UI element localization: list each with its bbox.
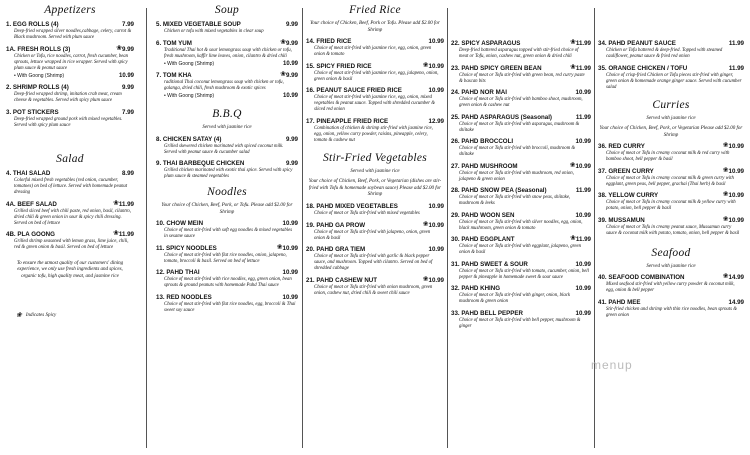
menu-item-header xyxy=(156,160,298,168)
menu-item xyxy=(6,46,134,80)
menu-item-description: Choice of meat or Tofu stir-fried with asparagus, mushroom & shiitake xyxy=(459,121,580,133)
menu-item-price: 14.99 xyxy=(728,274,744,282)
menu-item-description: Choice of meat or Tofu stir-fried with bell pepper, mushroom & ginger xyxy=(459,317,581,329)
menu-item-price: 9.99 xyxy=(285,21,298,28)
menu-item-name: 29. PAHD WOON SEN xyxy=(451,211,515,219)
menu-item xyxy=(598,40,744,60)
menu-item-description: Grilled skewered chicken marinated with spiced coconut milk. Served with peanut sauce & cucumber salad xyxy=(164,143,284,155)
menu-item-header xyxy=(306,246,444,254)
menu-item xyxy=(451,310,591,330)
menu-item-name: 9. THAI BARBEQUE CHICKEN xyxy=(156,160,245,168)
menu-item xyxy=(451,65,591,85)
menu-item-price: 10.99 xyxy=(575,138,591,145)
leaf-icon: ❀ xyxy=(280,71,286,78)
menu-item xyxy=(306,246,444,272)
menu-item-name: 13. RED NOODLES xyxy=(156,293,212,301)
menu-item-description: Choice of meat or Tofu stir-fried with jalapeno, onion, green onion & basil xyxy=(314,229,431,241)
menu-item xyxy=(306,87,444,113)
menu-item-name: 40. SEAFOOD COMBINATION xyxy=(598,274,685,282)
menu-item-name: 17. PINEAPPLE FRIED RICE xyxy=(306,117,389,125)
menu-item-price: 7.99 xyxy=(121,108,134,116)
menu-item xyxy=(156,40,298,68)
menu-item-price: 10.99 xyxy=(282,293,298,301)
menu-item-name: 8. CHICKEN SATAY (4) xyxy=(156,135,222,143)
menu-item xyxy=(451,40,591,60)
menu-item-description: Grilled chicken marinated with exotic thai spice. Served with spicy plum sauce & steamed vegetables xyxy=(164,168,293,180)
salad-list xyxy=(6,170,134,251)
menu-item-name: 18. PAHD MIXED VEGETABLES xyxy=(306,203,398,211)
menu-item-price: 11.99 xyxy=(575,113,591,121)
menu-item-description: Choice of meat or Tofu stir-fried with eggplant, jalapeno, green onion & basil xyxy=(459,244,581,255)
menu-item xyxy=(156,21,298,35)
appetizers-list xyxy=(6,21,134,129)
seafood-list xyxy=(598,274,744,319)
menu-item-price: 10.99 xyxy=(575,260,591,268)
menu-item-description: Choice of meat stir-fried with flat rice noodles, onion, jalapeno, tomato, broccoli & basil. Served on bed of lettuce xyxy=(164,252,287,264)
menu-item-price: 10.99 xyxy=(428,276,444,284)
menu-item-name: 4A. BEEF SALAD xyxy=(6,200,57,208)
menu-item-header xyxy=(156,40,298,48)
menu-item-name: 28. PAHD SNOW PEA (Seasonal) xyxy=(451,187,547,194)
menu-item-header xyxy=(451,310,591,318)
menu-item-price: 8.99 xyxy=(121,170,134,177)
spicy-legend xyxy=(14,312,134,318)
menu-item-price: 9.99 xyxy=(121,84,134,91)
menu-item xyxy=(6,84,134,104)
menu-item-name: 25. PAHD ASPARAGUS (Seasonal) xyxy=(451,113,552,121)
menu-item-name: 34. PAHD PEANUT SAUCE xyxy=(598,40,676,47)
menu-item-price: 9.99 xyxy=(285,135,298,143)
seafood-note: Served with jasmine rice xyxy=(646,263,696,269)
menu-item-price: 11.99 xyxy=(118,200,134,208)
menu-item-name: 24. PAHD NOR MAI xyxy=(451,89,507,96)
bbq-note: Served with jasmine rice xyxy=(202,125,252,130)
fried-rice-list xyxy=(306,38,444,144)
leaf-icon: ❀ xyxy=(569,161,576,169)
menu-item-header xyxy=(306,203,444,211)
menu-item-price: 10.99 xyxy=(575,309,591,317)
menu-item-header xyxy=(451,89,591,97)
menu-item xyxy=(156,294,298,314)
menu-item-name: 4. THAI SALAD xyxy=(6,170,51,177)
menu-item-description: Deep-fried wrapped ground pork with mixed vegetables. Served with spicy plum sauce xyxy=(14,116,123,128)
leaf-icon: ❀ xyxy=(422,275,429,283)
menu-item-description: Grilled shrimp seasoned with lemon grass, lime juice, chili, red & green onion & basil. Served on bed of lettuce xyxy=(14,239,129,250)
menu-item-extra xyxy=(156,92,298,100)
menu-item-name: 6. TOM YUM xyxy=(156,39,192,47)
menu-item xyxy=(598,192,744,212)
menu-item-description: Choice of meat or Tofu stir-fried with silver noodles, egg, onion, black mushroom, green onion & tomato xyxy=(459,219,583,231)
stir-fried-note-1: Served with jasmine rice xyxy=(350,168,400,174)
menu-item-header xyxy=(451,236,591,244)
column-divider xyxy=(594,8,595,448)
noodles-list xyxy=(156,220,298,314)
menu-item-name: 19. PAHD GA PROW xyxy=(306,221,366,229)
menu-item xyxy=(6,170,134,196)
leaf-icon: ❀ xyxy=(722,142,729,150)
menu-item-name: 21. PAHD CASHEW NUT xyxy=(306,276,378,284)
leaf-icon: ❀ xyxy=(569,63,576,71)
menu-item-price: 10.99 xyxy=(575,211,591,219)
leaf-icon: ❀ xyxy=(722,273,729,281)
menu-item-header xyxy=(451,65,591,73)
menu-item-description: Choice of meat stir-fried with rice noodles, egg, green onion, bean sprouts & ground peanuts with homemade Pahd Thai sauce xyxy=(164,277,292,289)
leaf-icon: ❀ xyxy=(276,243,283,251)
menu-item-header xyxy=(306,118,444,126)
menu-item-price: 10.99 xyxy=(282,269,298,277)
menu-item-header xyxy=(598,65,744,73)
menu-item-description: Choice of meat or Tofu stir-fried with green bean, red curry paste & bascan bits xyxy=(459,72,585,84)
menu-column-3 xyxy=(306,0,444,455)
menu-column-4 xyxy=(451,0,591,455)
menu-item-description: Traditional Thai hot & sour lemongrass soup with chicken or tofu, fresh mushroom, kaffir lime leaves, onion, cilantro & dried chili xyxy=(164,47,292,59)
menu-item-header xyxy=(451,261,591,269)
menu-item-extra-price: 10.99 xyxy=(118,72,134,79)
menu-item-name: 5. MIXED VEGETABLE SOUP xyxy=(156,21,241,28)
menu-item-description: Choice of meat or Tofu stir-fried with snow peas, shiitake, mushroom & leeks xyxy=(459,195,571,206)
menu-item-name: 15. SPICY FRIED RICE xyxy=(306,62,372,70)
menu-item xyxy=(156,160,298,180)
menu-item xyxy=(598,143,744,163)
fried-rice-note: Your choice of Chicken, Beef, Pork or Tofu. Please add $2.00 for Shrimp xyxy=(310,21,440,33)
menu-item-price: 11.99 xyxy=(728,64,744,72)
menu-item-name: 2. SHRIMP ROLLS (4) xyxy=(6,84,69,91)
menu-item-name: 37. GREEN CURRY xyxy=(598,167,654,175)
menu-item xyxy=(6,231,134,251)
menu-item xyxy=(6,109,134,129)
menu-item xyxy=(306,63,444,83)
menu-item-header xyxy=(156,294,298,302)
menu-item-name: 26. PAHD BROCCOLI xyxy=(451,138,514,145)
leaf-icon: ❀ xyxy=(112,199,119,207)
menu-item-price: 10.99 xyxy=(728,216,744,224)
menu-item-header xyxy=(6,109,134,117)
menu-item-price: 10.99 xyxy=(728,143,744,151)
menu-item-name: 22. SPICY ASPARAGUS xyxy=(451,40,521,47)
leaf-icon: ❀ xyxy=(722,191,729,199)
menu-item xyxy=(156,220,298,240)
spicy-legend-label: Indicates Spicy xyxy=(25,312,57,318)
menu-item-header xyxy=(306,87,444,95)
menu-item-header xyxy=(451,40,591,48)
menu-item-description: Choice of meat or Tofu in creamy coconut milk & red curry with bamboo shoot, bell pepper & basil xyxy=(606,151,730,163)
menu-item-price: 10.99 xyxy=(728,192,744,200)
quality-note: To ensure the utmost quality of our customers' dining experience, we only use fresh ingredients and spices, organic tofu, high quality meat, and jasmine rice xyxy=(16,261,124,279)
menu-item-price: 11.99 xyxy=(575,64,591,72)
menu-item-header xyxy=(6,46,134,54)
menu-item-price: 11.99 xyxy=(575,236,591,243)
menu-item-price: 9.99 xyxy=(285,160,298,168)
section-heading-curries: Curries xyxy=(652,98,690,111)
menu-item-extra-price: 10.99 xyxy=(282,60,298,67)
menu-item-price: 11.99 xyxy=(728,40,744,47)
menu-item-extra-label: • With Goong (Shrimp) xyxy=(164,93,215,99)
menu-item-description: Choice of meat or Tofu in creamy coconut milk & yellow curry with potato, onion, bell pepper & basil xyxy=(606,200,736,212)
menu-item-description: Choice of meat or Tofu stir-fried with garlic & black pepper sauce, and mushroom. Topped with cilantro. Served on bed of shredded cabbage xyxy=(314,254,433,272)
menu-item-description: raditional Thai coconut lemongrass soup with chicken or tofu, galanga, dried chili, fresh mushroom & exotic spices xyxy=(164,80,284,91)
menu-item-description: Chicken or Tofu, rice noodles, carrot, fresh cucumber, bean sprouts, lettuce wrapped in rice wrapper. Served with spicy plum sauce & peanut sauce xyxy=(14,53,129,71)
menu-item-header xyxy=(6,201,134,209)
menu-item-header xyxy=(598,274,744,282)
menu-item-description: Choice of meat stir-fried with flat rice noodles, egg, broccoli & Thai sweet soy sauce xyxy=(164,301,296,313)
menu-item-price: 10.99 xyxy=(428,62,444,70)
menu-item xyxy=(156,269,298,289)
menu-item-header xyxy=(451,163,591,171)
section-heading-fried-rice: Fried Rice xyxy=(349,4,401,16)
menu-item-header xyxy=(156,136,298,144)
menu-item-price: 10.99 xyxy=(428,221,444,229)
menu-item-description: Choice of meat or Tofu stir-fried with broccoli, mushroom & shiitake xyxy=(459,146,576,157)
menu-item-name: 32. PAHD KHING xyxy=(451,285,501,292)
menu-item-header xyxy=(156,245,298,253)
menu-item-price: 10.99 xyxy=(575,162,591,170)
menu-item-price: 10.99 xyxy=(428,203,444,211)
menu-item-name: 14. FRIED RICE xyxy=(306,38,352,46)
menu-item xyxy=(306,277,444,297)
leaf-icon: ❀ xyxy=(280,38,286,46)
menu-item-description: Choice of meat stir-fried with jasmine rice, egg, jalapeno, onion, green onion & basil xyxy=(314,70,439,82)
menu-item-header xyxy=(156,21,298,29)
menu-item-price: 11.99 xyxy=(575,40,591,47)
menu-item-name: 10. CHOW MEIN xyxy=(156,220,204,228)
menu-item-extra xyxy=(156,60,298,68)
menu-item xyxy=(451,187,591,207)
column-divider xyxy=(447,8,448,448)
menu-item xyxy=(306,38,444,58)
leaf-icon: ❀ xyxy=(422,220,429,228)
column-divider xyxy=(302,8,303,448)
menu-item xyxy=(598,274,744,294)
menu-item-price: 14.99 xyxy=(728,298,744,306)
menu-item xyxy=(306,203,444,217)
menu-item-header xyxy=(306,277,444,285)
menu-item-name: 35. ORANGE CHICKEN / TOFU xyxy=(598,64,688,72)
menu-item-description: Combination of chicken & shrimp stir-fried with jasmine rice, egg, onion, yellow curry powder, raisins, pineapple, celery, tomato & cashew nut xyxy=(314,125,433,143)
menu-item-name: 30. PAHD EGGPLANT xyxy=(451,236,515,243)
menu-item-description: Choice of meat stir-fried with soft egg noodles & mixed vegetables in sesame sauce xyxy=(164,228,293,240)
stir-fried-list xyxy=(306,203,444,297)
menu-item-price: 10.99 xyxy=(428,38,444,46)
menu-column-2 xyxy=(156,0,298,455)
menu-item xyxy=(451,89,591,109)
bbq-list xyxy=(156,136,298,181)
menu-item-description: Chicken or tofu with mixed vegetables in clear soup xyxy=(164,29,264,34)
menu-item-description: Grilled sliced beef with chili paste, red onion, basil, cilantro, dried chili & green onion in sour & spicy chili dressing. Served on bed of lettuce xyxy=(14,208,132,226)
menu-item-header xyxy=(598,168,744,176)
watermark: menup xyxy=(591,358,633,372)
menu-column-5 xyxy=(598,0,744,455)
menu-item-description: Choice of meat or Tofu stir-fried with bamboo shoot, mushroom, green onion & cashew nut xyxy=(459,97,583,108)
menu-item-price: 10.99 xyxy=(575,285,591,292)
menu-item-name: 23. PAHD SPICY GREEN BEAN xyxy=(451,64,542,72)
menu-item-header xyxy=(451,285,591,293)
menu-item-header xyxy=(451,187,591,195)
soup-list xyxy=(156,21,298,100)
menu-item-price: 7.99 xyxy=(121,21,134,28)
section-heading-seafood: Seafood xyxy=(651,246,691,259)
menu-column-1 xyxy=(6,0,134,455)
menu-item-price: 10.99 xyxy=(428,246,444,254)
leaf-icon: ❀ xyxy=(722,166,729,174)
menu-item-name: 1A. FRESH ROLLS (3) xyxy=(6,45,71,53)
menu-item-name: 3. POT STICKERS xyxy=(6,108,59,116)
menu-item-header xyxy=(156,72,298,80)
menu-item-price: 9.99 xyxy=(285,39,298,47)
section-heading-salad: Salad xyxy=(56,153,84,165)
menu-item-header xyxy=(156,269,298,277)
menu-item xyxy=(451,236,591,256)
menu-item-price: 12.99 xyxy=(428,117,444,125)
curries-note-1: Served with jasmine rice xyxy=(646,115,696,121)
menu-item xyxy=(598,168,744,188)
menu-item-header xyxy=(6,231,134,239)
menu-item xyxy=(451,285,591,305)
leaf-icon: ❀ xyxy=(112,230,119,237)
menu-item-name: 33. PAHD BELL PEPPER xyxy=(451,309,523,317)
menu-item-description: Chicken or Tofu battered & deep-fried. Topped with steamed cauliflower, peanut sauce & fried red onion xyxy=(606,48,723,59)
menu-item-description: Deep-fried wrapped shrimp, imitation crab meat, cream cheese & vegetables. Served with spicy plum sauce xyxy=(14,92,122,103)
menu-item-description: Choice of crisp-fried Chicken or Tofu pieces stir-fried with ginger, green onion & homemade orange ginger sauce. Served with cucumber salad xyxy=(606,72,742,90)
leaf-icon: ❀ xyxy=(116,44,122,52)
menu-item-name: 1. EGG ROLLS (4) xyxy=(6,21,59,28)
stir-fried-continued-list xyxy=(451,40,591,330)
menu-item-description: Choice of meat or Tofu in creamy coconut milk & green curry with eggplant, green peas, bell pepper, grachai (Thai herb) & basil xyxy=(606,175,734,187)
menu-item-description: Choice of meat or Tofu stir-fried with tomato, cucumber, onion, bell pepper & pineapple in homemade sweet & sour sauce xyxy=(459,268,589,280)
menu-item-name: 4B. PLA GOONG xyxy=(6,231,55,238)
menu-item-description: Choice of meat or Tofu stir-fried with ginger, onion, black mushroom & green onion xyxy=(459,293,570,304)
menu-item-description: Colorful mixed fresh vegetables (red onion, cucumber, tomatoes) on bed of lettuce. Served with homemade peanut dressing xyxy=(14,178,128,195)
menu-item xyxy=(451,261,591,281)
menu-item xyxy=(306,118,444,144)
section-heading-noodles: Noodles xyxy=(207,186,247,199)
menu-item-price: 10.99 xyxy=(575,89,591,96)
menu-item-extra-price: 10.99 xyxy=(282,93,298,99)
stir-fried-note-2: Your choice of Chicken, Beef, Pork, or Vegetarian (dishes are stir-fried with Tofu & homemade soybean sauce) Please add $2.00 for Shrimp xyxy=(308,179,442,198)
section-heading-soup: Soup xyxy=(214,4,240,16)
menu-item-extra-label: • With Goong (Shrimp) xyxy=(14,72,65,79)
menu-item-header xyxy=(306,63,444,71)
menu-item-description: Choice of meat stir-fried with jasmine rice, egg, onion, mixed vegetables & peanut sauce. Topped with shredded cucumber & sliced red onion xyxy=(314,95,436,113)
menu-item-name: 31. PAHD SWEET & SOUR xyxy=(451,260,528,268)
menu-item-header xyxy=(598,40,744,48)
menu-item-header xyxy=(451,114,591,122)
menu-item-name: 11. SPICY NOODLES xyxy=(156,244,217,252)
menu-item xyxy=(598,217,744,237)
menu-item-name: 41. PAHD MEE xyxy=(598,298,641,306)
menu-item-description: Choice of meat or Tofu stir-fried with mushroom, red onion, jalapeno & green onion xyxy=(459,170,574,182)
menu-item-header xyxy=(6,170,134,178)
menu-item xyxy=(156,72,298,100)
leaf-icon: ❀ xyxy=(16,311,22,320)
leaf-icon: ❀ xyxy=(569,235,576,242)
menu-item xyxy=(156,136,298,156)
leaf-icon: ❀ xyxy=(722,215,729,223)
menu-item-header xyxy=(598,143,744,151)
menu-item-description: Choice of meat stir-fried with jasmine rice, egg, onion, green onion & tomato xyxy=(314,46,432,58)
menu-item-header xyxy=(6,21,134,29)
curries-note-2: Your choice of Chicken, Beef, Pork, or Vegetarian Please add $2.00 for Shrimp xyxy=(599,126,743,138)
menu-item xyxy=(156,245,298,265)
menu-item xyxy=(598,65,744,91)
leaf-icon: ❀ xyxy=(422,61,429,69)
menu-item-name: 38. YELLOW CURRY xyxy=(598,192,659,200)
section-heading-stir-fried: Stir-Fried Vegetables xyxy=(322,151,428,164)
specials-list xyxy=(598,40,744,91)
menu-item-name: 7. TOM KHA xyxy=(156,72,192,79)
noodles-note: Your choice of Chicken, Beef, Pork, or Tofu. Please add $2.00 for Shrimp xyxy=(161,203,293,215)
section-heading-appetizers: Appetizers xyxy=(44,4,96,16)
menu-item-header xyxy=(156,220,298,228)
menu-item xyxy=(6,201,134,227)
menu-item-price: 10.99 xyxy=(728,167,744,175)
menu-item-price: 11.99 xyxy=(575,187,591,194)
menu-item xyxy=(306,222,444,242)
menu-item-description: Stir-fried chicken and shrimp with thin rice noodles, bean sprouts & green onion xyxy=(606,306,737,318)
menu-item-price: 11.99 xyxy=(118,231,134,238)
menu-item-price: 10.99 xyxy=(282,244,298,252)
column-divider xyxy=(146,8,147,448)
section-heading-bbq: B.B.Q xyxy=(212,108,242,120)
menu-item xyxy=(451,163,591,183)
menu-item-description: Choice of meat or Tofu stir-fried with mixed vegetables xyxy=(314,211,420,217)
menu-item-header xyxy=(451,212,591,220)
menu-item-header xyxy=(598,299,744,307)
menu-item-description: Deep-fried battered asparagus topped with stir-fried choice of meat or Tofu, onion, cashew nut, green onion & dried chili xyxy=(459,48,579,59)
menu-item xyxy=(451,212,591,232)
menu-item-header xyxy=(598,192,744,200)
menu-item-header xyxy=(306,222,444,230)
menu-item-header xyxy=(451,138,591,146)
menu-item-price: 9.99 xyxy=(121,45,134,53)
menu-item-header xyxy=(6,84,134,92)
leaf-icon: ❀ xyxy=(569,39,576,46)
menu-item-extra xyxy=(6,72,134,80)
menu-item-name: 27. PAHD MUSHROOM xyxy=(451,162,518,170)
menu-item xyxy=(598,299,744,319)
menu-item-extra-label: • With Goong (Shrimp) xyxy=(164,60,215,67)
menu-item-name: 20. PAHD GRA TIEM xyxy=(306,246,366,254)
menu-item-name: 12. PAHD THAI xyxy=(156,269,200,277)
menu-item xyxy=(451,138,591,158)
menu-item xyxy=(6,21,134,41)
curries-list xyxy=(598,143,744,237)
menu-item-name: 36. RED CURRY xyxy=(598,143,645,151)
menu-item-name: 16. PEANUT SAUCE FRIED RICE xyxy=(306,87,402,95)
menu-item-description: Choice of meat or Tofu stir-fried with onion mushroom, green onion, cashew nut, dried chili & sweet chili sauce xyxy=(314,284,433,296)
menu-item-header xyxy=(306,38,444,46)
menu-item-description: Choice of meat or Tofu in creamy peanut sauce, Mussamun curry sauce & coconut milk with potato, tomato, onion, bell pepper & basil xyxy=(606,224,740,236)
menu-item-price: 10.99 xyxy=(282,220,298,228)
menu-item xyxy=(451,114,591,134)
menu-item-price: 10.99 xyxy=(428,87,444,95)
menu-item-description: Deep-fried wrapped silver noodles,cabbage, celery, carrot & Black mushroom. Served with plum sauce xyxy=(14,29,132,40)
menu-item-description: Mixed seafood stir-fried with yellow curry powder & coconut milk, egg, onion & bell pepper xyxy=(606,282,735,294)
menu-item-price: 9.99 xyxy=(285,72,298,79)
menu-item-header xyxy=(598,217,744,225)
menu-item-name: 39. MUSSAMUN xyxy=(598,216,645,224)
